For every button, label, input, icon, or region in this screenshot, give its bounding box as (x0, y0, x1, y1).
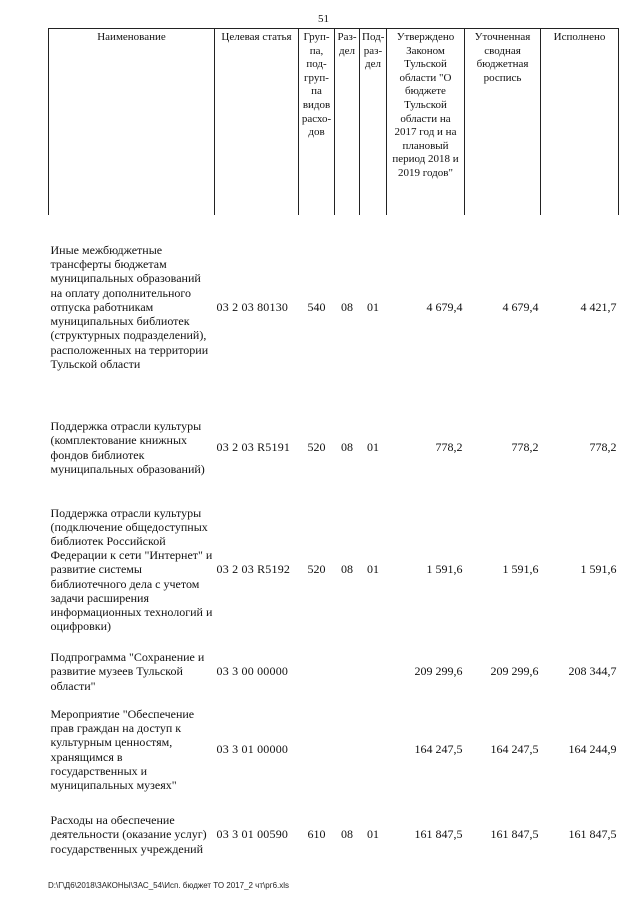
file-path-footer: D:\Г\Д6\2018\ЗАКОНЫ\ЗАС_54\Исп. бюджет ТО 2017_2 чт\рг6.xls (48, 881, 290, 890)
row-refined: 778,2 (511, 440, 539, 455)
row-subsection: 01 (367, 562, 379, 577)
row-refined: 209 299,6 (490, 664, 539, 679)
row-executed: 161 847,5 (568, 827, 617, 842)
table-row (49, 496, 619, 644)
row-name: Иные межбюджетные трансферты бюджетам муниципальных образований на оплату дополнительного отпуска работникам муниципальных библиотек (структурных подразделений), расположенных на территории Тульской области (50, 243, 209, 371)
row-executed: 778,2 (589, 440, 617, 455)
row-approved: 164 247,5 (414, 742, 463, 757)
row-refined: 1 591,6 (502, 562, 539, 577)
row-code: 03 3 00 00000 (216, 664, 289, 679)
row-name: Подпрограмма "Сохранение и развитие музеев Тульской области" (50, 650, 205, 693)
page-number: 51 (318, 13, 329, 25)
row-approved: 1 591,6 (426, 562, 463, 577)
table-header-row (49, 29, 619, 215)
row-subsection: 01 (367, 440, 379, 455)
row-approved: 209 299,6 (414, 664, 463, 679)
row-group: 520 (307, 440, 326, 455)
row-name: Расходы на обеспечение деятельности (оказание услуг) государственных учреждений (50, 813, 207, 856)
row-section (335, 700, 360, 800)
row-subsection (360, 700, 387, 800)
row-section: 08 (341, 562, 353, 577)
table-row (49, 644, 619, 700)
row-subsection: 01 (367, 827, 379, 842)
row-group: 610 (307, 827, 326, 842)
budget-table (48, 28, 619, 870)
row-group (299, 700, 335, 800)
row-group: 540 (307, 299, 326, 314)
table-row (49, 215, 619, 400)
row-name: Поддержка отрасли культуры (подключение общедоступных библиотек Российской Федерации к сети "Интернет" и развитие системы библиотечного дела с учетом задачи расширения информационных технологий и оцифровки) (50, 505, 213, 634)
row-code: 03 3 01 00000 (216, 742, 289, 757)
row-name: Мероприятие "Обеспечение прав граждан на доступ к культурным ценностям, хранящимся в государственных и муниципальных музеях" (50, 706, 195, 792)
header-subsection: Под-раз-дел (360, 29, 387, 215)
row-executed: 208 344,7 (568, 664, 617, 679)
row-code: 03 2 03 80130 (216, 299, 289, 314)
header-section: Раз-дел (335, 29, 360, 215)
header-executed: Исполнено (541, 29, 619, 215)
row-code: 03 2 03 R5192 (216, 562, 291, 577)
row-refined: 161 847,5 (490, 827, 539, 842)
header-approved: Утверждено Законом Тульской области "О бюджете Тульской области на 2017 год и на плановый период 2018 и 2019 годов" (387, 29, 465, 215)
row-approved: 4 679,4 (426, 299, 463, 314)
header-target-article: Целевая статья (215, 29, 299, 215)
row-refined: 4 679,4 (502, 299, 539, 314)
header-expense-group: Груп-па, под-груп-па видов расхо-дов (299, 29, 335, 215)
row-group: 520 (307, 562, 326, 577)
row-section: 08 (341, 440, 353, 455)
table-row (49, 700, 619, 800)
row-name: Поддержка отрасли культуры (комплектование книжных фондов библиотек муниципальных образований) (50, 419, 205, 476)
row-code: 03 2 03 R5191 (216, 440, 291, 455)
row-section: 08 (341, 299, 353, 314)
row-executed: 164 244,9 (568, 742, 617, 757)
row-subsection (360, 644, 387, 700)
row-approved: 161 847,5 (414, 827, 463, 842)
row-group (299, 644, 335, 700)
row-section (335, 644, 360, 700)
header-name: Наименование (49, 29, 215, 215)
row-approved: 778,2 (435, 440, 463, 455)
row-refined: 164 247,5 (490, 742, 539, 757)
row-code: 03 3 01 00590 (216, 827, 289, 842)
table-row (49, 400, 619, 496)
row-subsection: 01 (367, 299, 379, 314)
row-section: 08 (341, 827, 353, 842)
row-executed: 1 591,6 (580, 562, 617, 577)
header-refined: Уточненная сводная бюджетная роспись (465, 29, 541, 215)
row-executed: 4 421,7 (580, 299, 617, 314)
table-row (49, 800, 619, 870)
